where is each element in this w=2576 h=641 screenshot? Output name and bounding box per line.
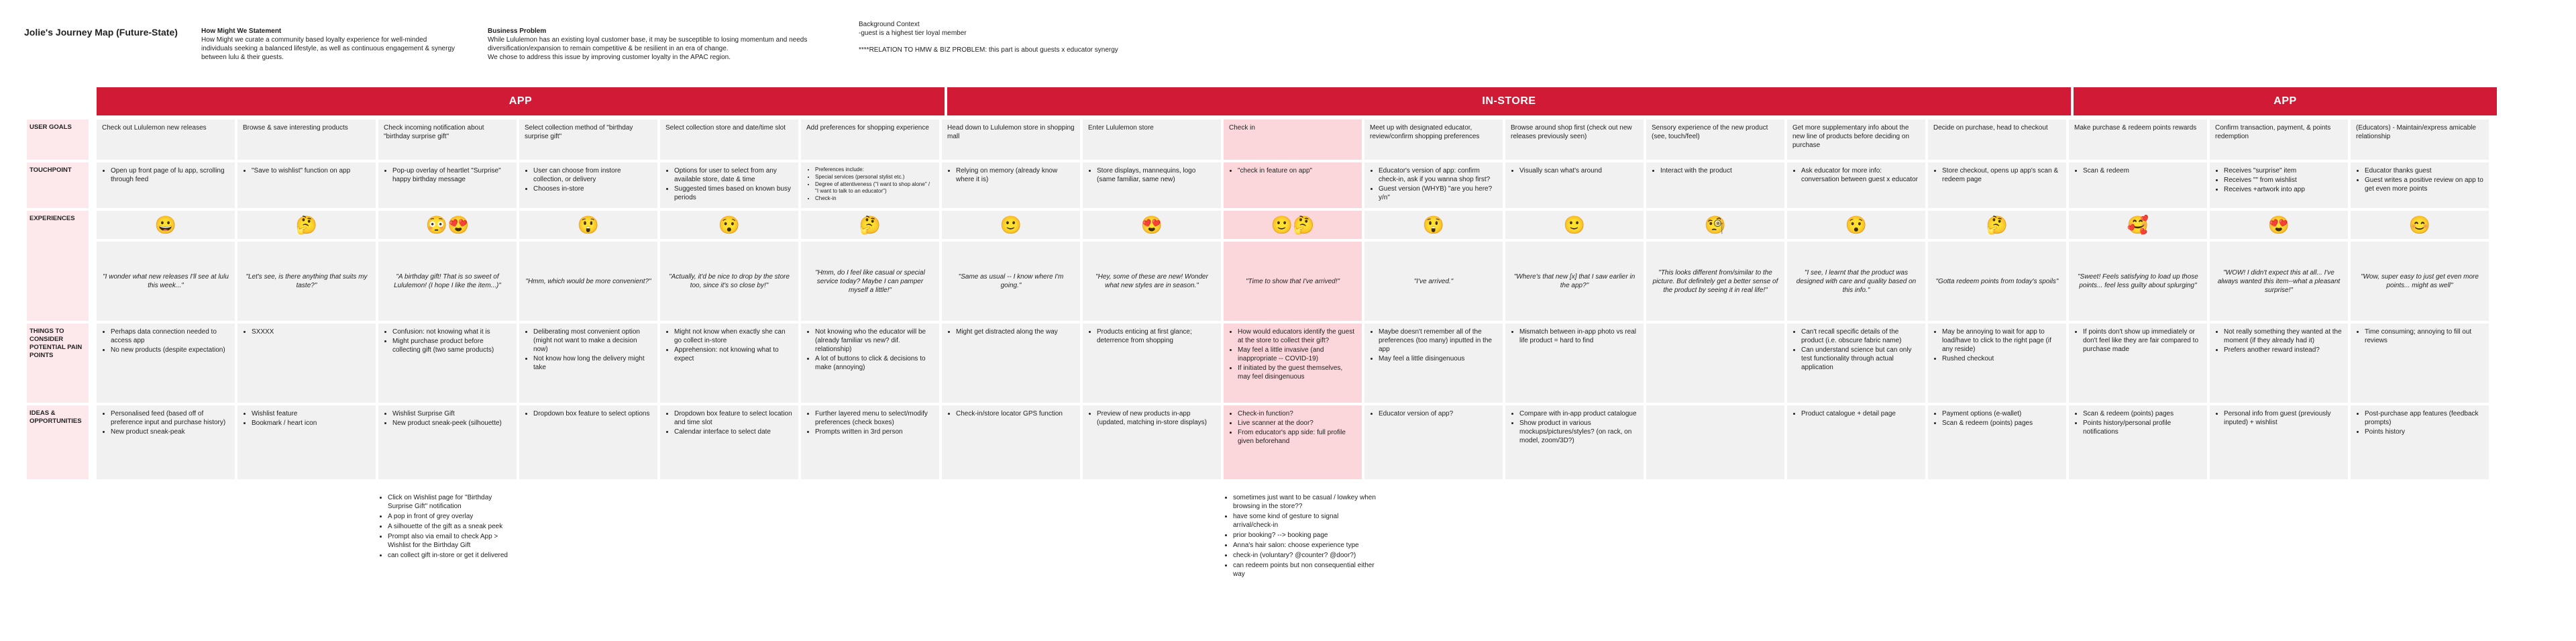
idea-item: • Check-in function? bbox=[1238, 409, 1356, 418]
touchpoint-item: • Guest writes a positive review on app to get even more points bbox=[2365, 176, 2483, 193]
experience-quote: "Same as usual -- I know where I'm going." bbox=[942, 242, 1080, 321]
experience-quote: "Let's see, is there anything that suits my taste?" bbox=[237, 242, 376, 321]
touchpoint-cell bbox=[1364, 162, 1503, 208]
emotion-face-icon: 😀 bbox=[97, 211, 235, 239]
experience-quote: "Hey, some of these are new! Wonder what new styles are in season." bbox=[1083, 242, 1221, 321]
touchpoint-cell bbox=[519, 162, 657, 208]
touchpoint-cell bbox=[1928, 162, 2066, 208]
user-goal-cell: Select collection store and date/time slot bbox=[660, 119, 798, 160]
pain-point-cell bbox=[1787, 324, 1925, 403]
note-item: • prior booking? --> booking page bbox=[1233, 531, 1378, 540]
touchpoint-item: • Educator thanks guest bbox=[2365, 166, 2483, 175]
emotion-face-icon: 😍 bbox=[2210, 211, 2348, 239]
note-item: • A pop in front of grey overlay bbox=[388, 512, 513, 521]
pain-point-cell bbox=[801, 324, 939, 403]
touchpoint-item: • Preferences include: bbox=[815, 166, 934, 173]
pain-point-item: • Not really something they wanted at the moment (if they already had it) bbox=[2224, 328, 2343, 345]
touchpoint-cell bbox=[1224, 162, 1362, 208]
experience-quote: "I've arrived." bbox=[1364, 242, 1503, 321]
touchpoint-cell bbox=[97, 162, 235, 208]
pain-point-item: • A lot of buttons to click & decisions to make (annoying) bbox=[815, 354, 934, 372]
phase-in-store: IN-STORE bbox=[947, 87, 2071, 115]
row-label: USER GOALS bbox=[27, 119, 89, 160]
experience-quote: "I wonder what new releases I'll see at lulu this week..." bbox=[97, 242, 235, 321]
user-goal-cell: Get more supplementary info about the new line of products before deciding on purchase bbox=[1787, 119, 1925, 160]
idea-item: • Wishlist Surprise Gift bbox=[392, 409, 511, 418]
note-item: • Anna's hair salon: choose experience type bbox=[1233, 541, 1378, 550]
problem-block bbox=[488, 27, 823, 62]
idea-cell bbox=[519, 405, 657, 479]
user-goal-cell: Check in bbox=[1224, 119, 1362, 160]
idea-item: • Preview of new products in-app (updated, matching in-store displays) bbox=[1097, 409, 1216, 427]
idea-item: • Show product in various mockups/pictures/styles? (on rack, on model, zoom/3D?) bbox=[1519, 419, 1638, 445]
pain-point-cell bbox=[1505, 324, 1644, 403]
problem-text: While Lululemon has an existing loyal customer base, it may be susceptible to losing momentum and needs diversification/expansion to remain competitive & be resilient in an era of change. We chose to address this issue by improving customer loyalty in the APAC region. bbox=[488, 36, 808, 61]
note-item: • have some kind of gesture to signal arrival/check-in bbox=[1233, 512, 1378, 530]
pain-point-item: • Deliberating most convenient option (might not want to make a decision now) bbox=[533, 328, 652, 354]
idea-cell bbox=[2351, 405, 2489, 479]
touchpoint-cell bbox=[801, 162, 939, 208]
pain-point-item: • Perhaps data connection needed to access app bbox=[111, 328, 229, 345]
touchpoint-item: • Receives "" from wishlist bbox=[2224, 176, 2343, 185]
pain-point-item: • How would educators identify the guest at the store to collect their gift? bbox=[1238, 328, 1356, 345]
emotion-face-icon: 😯 bbox=[660, 211, 798, 239]
experience-quote: "Where's that new [x] that I saw earlier in the app?" bbox=[1505, 242, 1644, 321]
touchpoint-item: • Interact with the product bbox=[1660, 166, 1779, 175]
pain-point-cell bbox=[1646, 324, 1784, 403]
touchpoint-item: • Educator's version of app: confirm check-in, ask if you wanna shop first? bbox=[1379, 166, 1497, 184]
pain-point-cell bbox=[2351, 324, 2489, 403]
idea-cell bbox=[2210, 405, 2348, 479]
idea-cell bbox=[1224, 405, 1362, 479]
touchpoint-item: • "check in feature on app" bbox=[1238, 166, 1356, 175]
pain-point-item: • Mismatch between in-app photo vs real life product = hard to find bbox=[1519, 328, 1638, 345]
side-notes bbox=[378, 493, 513, 561]
note-item: • A silhouette of the gift as a sneak peek bbox=[388, 522, 513, 531]
row-label: IDEAS & OPPORTUNITIES bbox=[27, 405, 89, 479]
pain-point-item: • If initiated by the guest themselves, may feel disingenuous bbox=[1238, 364, 1356, 381]
idea-item: • Personalised feed (based off of preference input and purchase history) bbox=[111, 409, 229, 427]
pain-point-item: • Can't recall specific details of the product (i.e. obscure fabric name) bbox=[1801, 328, 1920, 345]
pain-point-cell bbox=[2210, 324, 2348, 403]
pain-point-item: • Apprehension: not knowing what to expect bbox=[674, 346, 793, 363]
emotion-face-icon: 🤔 bbox=[237, 211, 376, 239]
idea-item: • Check-in/store locator GPS function bbox=[956, 409, 1075, 418]
note-item: • sometimes just want to be casual / lowkey when browsing in the store?? bbox=[1233, 493, 1378, 511]
context-heading: Background Context bbox=[859, 21, 920, 28]
context-line2: ****RELATION TO HMW & BIZ PROBLEM: this part is about guests x educator synergy bbox=[859, 46, 1118, 54]
touchpoint-item: • User can choose from instore collection, or delivery bbox=[533, 166, 652, 184]
idea-cell bbox=[942, 405, 1080, 479]
idea-item: • From educator's app side: full profile given beforehand bbox=[1238, 428, 1356, 446]
experience-quote: "Time to show that I've arrived!" bbox=[1224, 242, 1362, 321]
pain-point-item: • Not knowing who the educator will be (already familiar vs new? dif. relationship) bbox=[815, 328, 934, 354]
idea-item: • New product sneak-peek (silhouette) bbox=[392, 419, 511, 428]
touchpoint-cell bbox=[2351, 162, 2489, 208]
user-goal-cell: Sensory experience of the new product (see, touch/feel) bbox=[1646, 119, 1784, 160]
pain-point-cell bbox=[1083, 324, 1221, 403]
pain-point-item: • Confusion: not knowing what it is bbox=[392, 328, 511, 336]
touchpoint-item: • Chooses in-store bbox=[533, 185, 652, 193]
idea-item: • Educator version of app? bbox=[1379, 409, 1497, 418]
idea-item: • Dropdown box feature to select options bbox=[533, 409, 652, 418]
pain-point-item: • No new products (despite expectation) bbox=[111, 346, 229, 354]
touchpoint-item: • Suggested times based on known busy periods bbox=[674, 185, 793, 202]
user-goal-cell: Check out Lululemon new releases bbox=[97, 119, 235, 160]
pain-point-cell bbox=[237, 324, 376, 403]
user-goal-cell: Head down to Lululemon store in shopping mall bbox=[942, 119, 1080, 160]
user-goal-cell: Browse & save interesting products bbox=[237, 119, 376, 160]
context-line1: -guest is a highest tier loyal member bbox=[859, 30, 967, 37]
problem-heading: Business Problem bbox=[488, 28, 547, 35]
pain-point-item: • Might purchase product before collecting gift (two same products) bbox=[392, 337, 511, 354]
user-goal-cell: Confirm transaction, payment, & points redemption bbox=[2210, 119, 2348, 160]
pain-point-item: • Not know how long the delivery might take bbox=[533, 354, 652, 372]
idea-cell bbox=[801, 405, 939, 479]
emotion-face-icon: 🙂 bbox=[1505, 211, 1644, 239]
idea-item: • Scan & redeem (points) pages bbox=[2083, 409, 2202, 418]
pain-point-cell bbox=[660, 324, 798, 403]
experience-quote: "Actually, it'd be nice to drop by the store too, since it's so close by!" bbox=[660, 242, 798, 321]
pain-point-cell bbox=[1928, 324, 2066, 403]
page-title: Jolie's Journey Map (Future-State) bbox=[24, 27, 178, 38]
row-label: TOUCHPOINT bbox=[27, 162, 89, 208]
touchpoint-item: • Degree of attentiveness ("I want to shop alone" / "I want to talk to an educator") bbox=[815, 181, 934, 195]
experience-quote: "Hmm, do I feel like casual or special service today? Maybe I can pamper myself a little!" bbox=[801, 242, 939, 321]
note-item: • Click on Wishlist page for "Birthday Surprise Gift" notification bbox=[388, 493, 513, 511]
idea-cell bbox=[1083, 405, 1221, 479]
touchpoint-cell bbox=[1083, 162, 1221, 208]
user-goal-cell: Select collection method of "birthday surprise gift" bbox=[519, 119, 657, 160]
pain-point-item: • May be annoying to wait for app to load/have to click to the right page (if any reside) bbox=[1942, 328, 2061, 354]
pain-point-cell bbox=[519, 324, 657, 403]
pain-point-cell bbox=[97, 324, 235, 403]
note-item: • can collect gift in-store or get it delivered bbox=[388, 551, 513, 560]
touchpoint-item: • Store checkout, opens up app's scan & redeem page bbox=[1942, 166, 2061, 184]
touchpoint-item: • Options for user to select from any available store, date & time bbox=[674, 166, 793, 184]
touchpoint-cell bbox=[2069, 162, 2207, 208]
emotion-face-icon: 🥰 bbox=[2069, 211, 2207, 239]
experience-quote: "Hmm, which would be more convenient?" bbox=[519, 242, 657, 321]
user-goal-cell: Browse around shop first (check out new releases previously seen) bbox=[1505, 119, 1644, 160]
touchpoint-item: • Pop-up overlay of heartlet "Surprise" happy birthday message bbox=[392, 166, 511, 184]
touchpoint-item: • Ask educator for more info: conversation between guest x educator bbox=[1801, 166, 1920, 184]
idea-item: • Live scanner at the door? bbox=[1238, 419, 1356, 428]
emotion-face-icon: 😊 bbox=[2351, 211, 2489, 239]
idea-cell bbox=[1787, 405, 1925, 479]
idea-item: • Product catalogue + detail page bbox=[1801, 409, 1920, 418]
idea-item: • Calendar interface to select date bbox=[674, 428, 793, 436]
idea-cell bbox=[1646, 405, 1784, 479]
idea-item: • Personal info from guest (previously inputed) + wishlist bbox=[2224, 409, 2343, 427]
touchpoint-item: • Store displays, mannequins, logo (same familiar, same new) bbox=[1097, 166, 1216, 184]
pain-point-item: • Might not know when exactly she can go collect in-store bbox=[674, 328, 793, 345]
phase-app-2: APP bbox=[2074, 87, 2497, 115]
idea-item: • Wishlist feature bbox=[252, 409, 370, 418]
experience-quote: "This looks different from/similar to the picture. But definitely get a better sense of the product by seeing it in real life!" bbox=[1646, 242, 1784, 321]
idea-item: • Compare with in-app product catalogue bbox=[1519, 409, 1638, 418]
idea-item: • Further layered menu to select/modify preferences (check boxes) bbox=[815, 409, 934, 427]
touchpoint-item: • Scan & redeem bbox=[2083, 166, 2202, 175]
user-goal-cell: Meet up with designated educator, review/confirm shopping preferences bbox=[1364, 119, 1503, 160]
user-goal-cell: Make purchase & redeem points rewards bbox=[2069, 119, 2207, 160]
touchpoint-cell bbox=[378, 162, 517, 208]
idea-cell bbox=[97, 405, 235, 479]
emotion-face-icon: 😳😍 bbox=[378, 211, 517, 239]
touchpoint-item: • "Save to wishlist" function on app bbox=[252, 166, 370, 175]
touchpoint-cell bbox=[1646, 162, 1784, 208]
pain-point-item: • SXXXX bbox=[252, 328, 370, 336]
touchpoint-item: • Relying on memory (already know where it is) bbox=[956, 166, 1075, 184]
touchpoint-cell bbox=[2210, 162, 2348, 208]
pain-point-item: • May feel a little disingenuous bbox=[1379, 354, 1497, 363]
idea-cell bbox=[1928, 405, 2066, 479]
touchpoint-cell bbox=[1505, 162, 1644, 208]
idea-item: • Payment options (e-wallet) bbox=[1942, 409, 2061, 418]
touchpoint-cell bbox=[942, 162, 1080, 208]
emotion-face-icon: 🤔 bbox=[1928, 211, 2066, 239]
emotion-face-icon: 🙂🤔 bbox=[1224, 211, 1362, 239]
pain-point-item: • Prefers another reward instead? bbox=[2224, 346, 2343, 354]
idea-item: • Points history bbox=[2365, 428, 2483, 436]
pain-point-item: • Might get distracted along the way bbox=[956, 328, 1075, 336]
touchpoint-cell bbox=[1787, 162, 1925, 208]
emotion-face-icon: 🙂 bbox=[942, 211, 1080, 239]
emotion-face-icon: 😲 bbox=[519, 211, 657, 239]
row-label: EXPERIENCES bbox=[27, 211, 89, 321]
user-goal-cell: Enter Lululemon store bbox=[1083, 119, 1221, 160]
experience-quote: "I see, I learnt that the product was designed with care and quality based on this info." bbox=[1787, 242, 1925, 321]
experience-quote: "Sweet! Feels satisfying to load up those points... feel less guilty about splurging" bbox=[2069, 242, 2207, 321]
experience-quote: "Wow, super easy to just get even more points... might as well" bbox=[2351, 242, 2489, 321]
hmw-heading: How Might We Statement bbox=[201, 28, 282, 35]
idea-cell bbox=[378, 405, 517, 479]
pain-point-cell bbox=[1224, 324, 1362, 403]
experience-quote: "A birthday gift! That is so sweet of Lululemon! (I hope I like the item...)" bbox=[378, 242, 517, 321]
touchpoint-item: • Visually scan what's around bbox=[1519, 166, 1638, 175]
pain-point-cell bbox=[1364, 324, 1503, 403]
emotion-face-icon: 😍 bbox=[1083, 211, 1221, 239]
touchpoint-item: • Guest version (WHYB) "are you here? y/n" bbox=[1379, 185, 1497, 202]
idea-item: • Points history/personal profile notifications bbox=[2083, 419, 2202, 436]
note-item: • check-in (voluntary? @counter? @door?) bbox=[1233, 551, 1378, 560]
emotion-face-icon: 🧐 bbox=[1646, 211, 1784, 239]
emotion-face-icon: 😯 bbox=[1787, 211, 1925, 239]
touchpoint-cell bbox=[237, 162, 376, 208]
user-goal-cell: Decide on purchase, head to checkout bbox=[1928, 119, 2066, 160]
pain-point-item: • Maybe doesn't remember all of the preferences (too many) inputted in the app bbox=[1379, 328, 1497, 354]
idea-cell bbox=[1364, 405, 1503, 479]
touchpoint-item: • Receives "surprise" item bbox=[2224, 166, 2343, 175]
hmw-text: How Might we curate a community based loyalty experience for well-minded individuals seeking a balanced lifestyle, as well as continuous engagement & synergy between lulu & their guests. bbox=[201, 36, 455, 61]
note-item: • can redeem points but non consequential either way bbox=[1233, 561, 1378, 579]
side-notes bbox=[1224, 493, 1378, 580]
touchpoint-item: • Special services (personal stylist etc.) bbox=[815, 174, 934, 181]
context-block bbox=[859, 20, 1140, 54]
touchpoint-cell bbox=[660, 162, 798, 208]
experience-quote: "WOW! I didn't expect this at all... I've always wanted this item--what a pleasant surprise!" bbox=[2210, 242, 2348, 321]
phase-app-1: APP bbox=[97, 87, 945, 115]
idea-item: • Scan & redeem (points) pages bbox=[1942, 419, 2061, 428]
idea-cell bbox=[660, 405, 798, 479]
hmw-block bbox=[201, 27, 456, 62]
emotion-face-icon: 🤔 bbox=[801, 211, 939, 239]
pain-point-item: • Time consuming; annoying to fill out reviews bbox=[2365, 328, 2483, 345]
pain-point-cell bbox=[942, 324, 1080, 403]
touchpoint-item: • Check-in bbox=[815, 195, 934, 202]
row-label: THINGS TO CONSIDER POTENTIAL PAIN POINTS bbox=[27, 324, 89, 403]
pain-point-cell bbox=[378, 324, 517, 403]
user-goal-cell: (Educators) - Maintain/express amicable relationship bbox=[2351, 119, 2489, 160]
idea-cell bbox=[1505, 405, 1644, 479]
idea-cell bbox=[237, 405, 376, 479]
idea-item: • New product sneak-peak bbox=[111, 428, 229, 436]
idea-cell bbox=[2069, 405, 2207, 479]
note-item: • Prompt also via email to check App > Wishlist for the Birthday Gift bbox=[388, 532, 513, 550]
touchpoint-item: • Receives +artwork into app bbox=[2224, 185, 2343, 194]
pain-point-cell bbox=[2069, 324, 2207, 403]
idea-item: • Post-purchase app features (feedback prompts) bbox=[2365, 409, 2483, 427]
idea-item: • Bookmark / heart icon bbox=[252, 419, 370, 428]
user-goal-cell: Add preferences for shopping experience bbox=[801, 119, 939, 160]
pain-point-item: • If points don't show up immediately or don't feel like they are fair compared to purchase made bbox=[2083, 328, 2202, 354]
idea-item: • Prompts written in 3rd person bbox=[815, 428, 934, 436]
user-goal-cell: Check incoming notification about "birthday surprise gift" bbox=[378, 119, 517, 160]
pain-point-item: • Can understand science but can only test functionality through actual application bbox=[1801, 346, 1920, 372]
pain-point-item: • Products enticing at first glance; deterrence from shopping bbox=[1097, 328, 1216, 345]
touchpoint-item: • Open up front page of lu app, scrolling through feed bbox=[111, 166, 229, 184]
pain-point-item: • May feel a little invasive (and inappropriate -- COVID-19) bbox=[1238, 346, 1356, 363]
pain-point-item: • Rushed checkout bbox=[1942, 354, 2061, 363]
experience-quote: "Gotta redeem points from today's spoils" bbox=[1928, 242, 2066, 321]
emotion-face-icon: 😲 bbox=[1364, 211, 1503, 239]
idea-item: • Dropdown box feature to select location and time slot bbox=[674, 409, 793, 427]
